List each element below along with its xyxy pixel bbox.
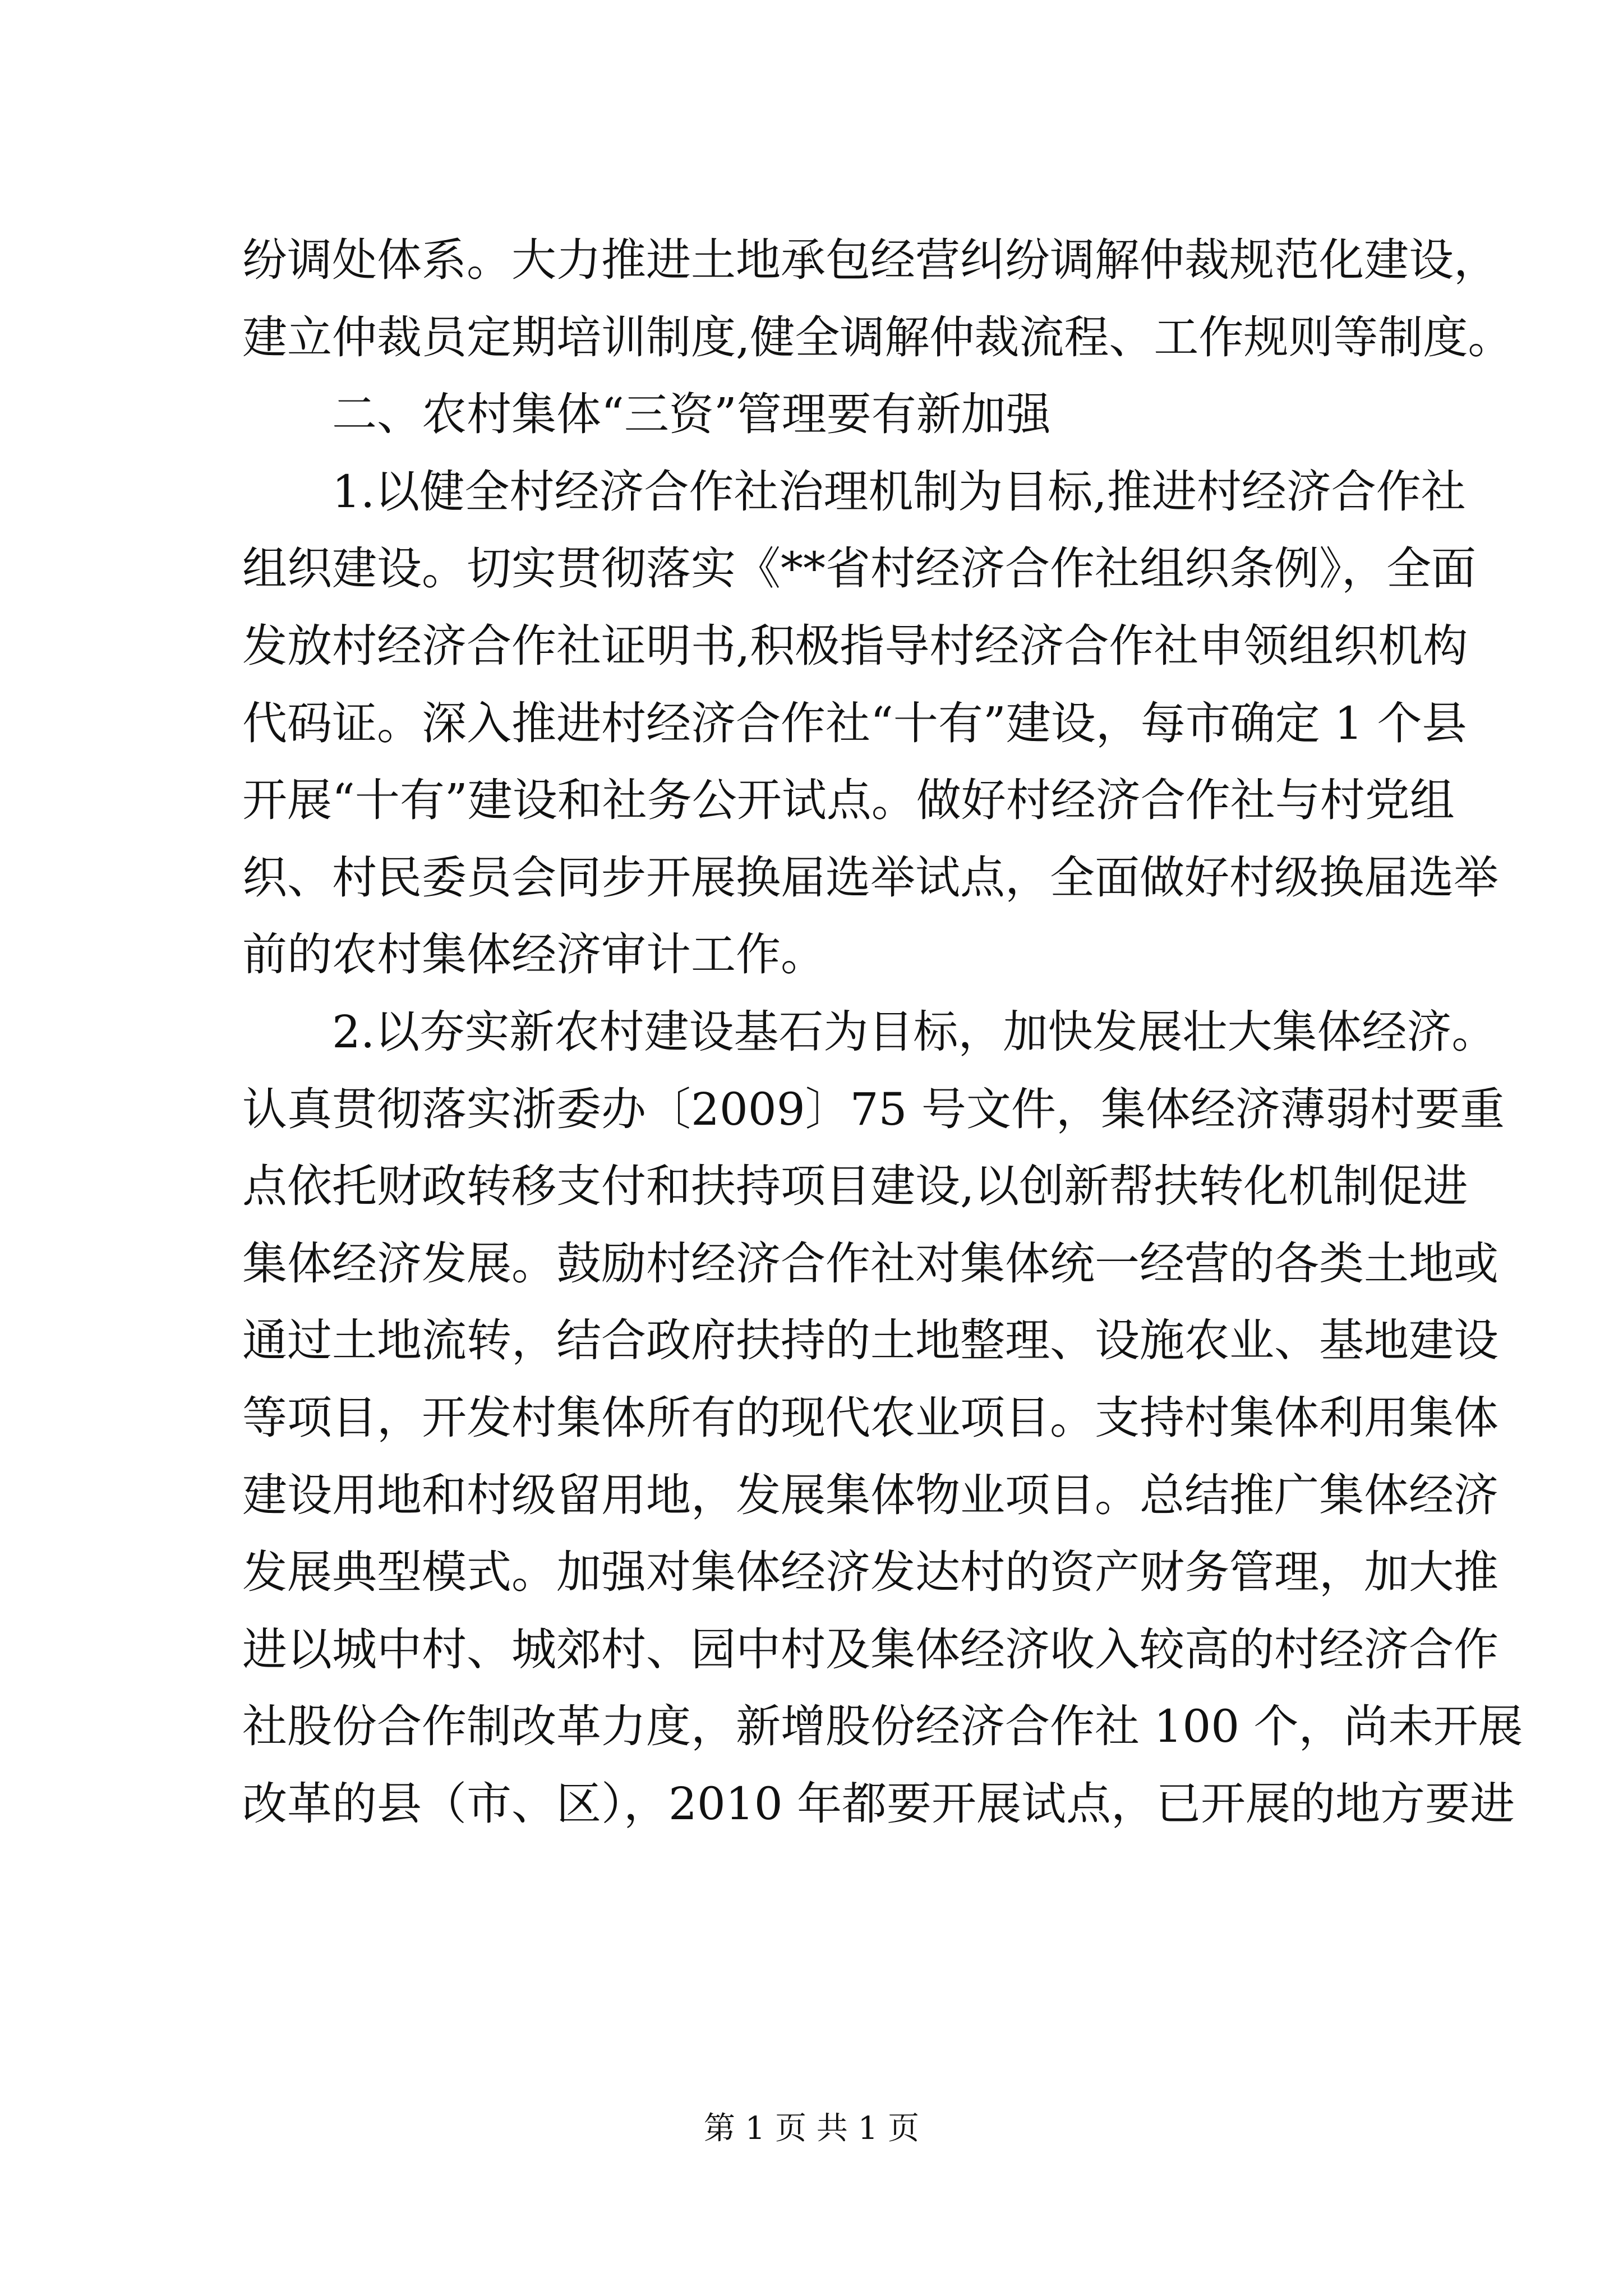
text-line-5: 组织建设。切实贯彻落实《**省村经济合作社组织条例》，全面: [242, 542, 1476, 595]
body-text: [242, 222, 1523, 1842]
text-line-9: 织、村民委员会同步开展换届选举试点，全面做好村级换届选举: [242, 851, 1498, 904]
text-line-21: 改革的县（市、区），2010 年都要开展试点，已开展的地方要进: [242, 1777, 1515, 1830]
text-line-6: 发放村经济合作社证明书,积极指导村经济合作社申领组织机构: [242, 619, 1468, 672]
text-line-14: 集体经济发展。鼓励村经济合作社对集体统一经营的各类土地或: [242, 1237, 1498, 1290]
text-line-12: 认真贯彻落实浙委办〔2009〕75 号文件，集体经济薄弱村要重: [242, 1083, 1505, 1135]
text-line-4: 1.以健全村经济合作社治理机制为目标,推进村经济合作社: [332, 465, 1466, 518]
section-heading: 二、农村集体“三资”管理要有新加强: [332, 388, 1051, 441]
text-line-11: 2.以夯实新农村建设基石为目标，加快发展壮大集体经济。: [332, 1005, 1497, 1058]
text-line-7: 代码证。深入推进村经济合作社“十有”建设，每市确定 1 个县: [242, 697, 1467, 749]
text-line-15: 通过土地流转，结合政府扶持的土地整理、设施农业、基地建设: [242, 1314, 1498, 1367]
text-line-1: 纷调处体系。大力推进土地承包经营纠纷调解仲裁规范化建设，: [242, 234, 1498, 286]
text-line-13: 点依托财政转移支付和扶持项目建设,以创新帮扶转化机制促进: [242, 1160, 1468, 1213]
text-line-20: 社股份合作制改革力度，新增股份经济合作社 100 个，尚未开展: [242, 1700, 1523, 1753]
page-footer: 第 1 页 共 1 页: [703, 2110, 920, 2147]
text-line-18: 发展典型模式。加强对集体经济发达村的资产财务管理，加大推: [242, 1546, 1498, 1599]
text-line-8: 开展“十有”建设和社务公开试点。做好村经济合作社与村党组: [242, 774, 1455, 827]
text-line-17: 建设用地和村级留用地，发展集体物业项目。总结推广集体经济: [242, 1469, 1498, 1521]
text-line-2: 建立仲裁员定期培训制度,健全调解仲裁流程、工作规则等制度。: [242, 311, 1513, 364]
text-line-19: 进以城中村、城郊村、园中村及集体经济收入较高的村经济合作: [242, 1623, 1498, 1676]
text-line-16: 等项目，开发村集体所有的现代农业项目。支持村集体利用集体: [242, 1391, 1498, 1444]
text-line-10: 前的农村集体经济审计工作。: [242, 928, 826, 981]
